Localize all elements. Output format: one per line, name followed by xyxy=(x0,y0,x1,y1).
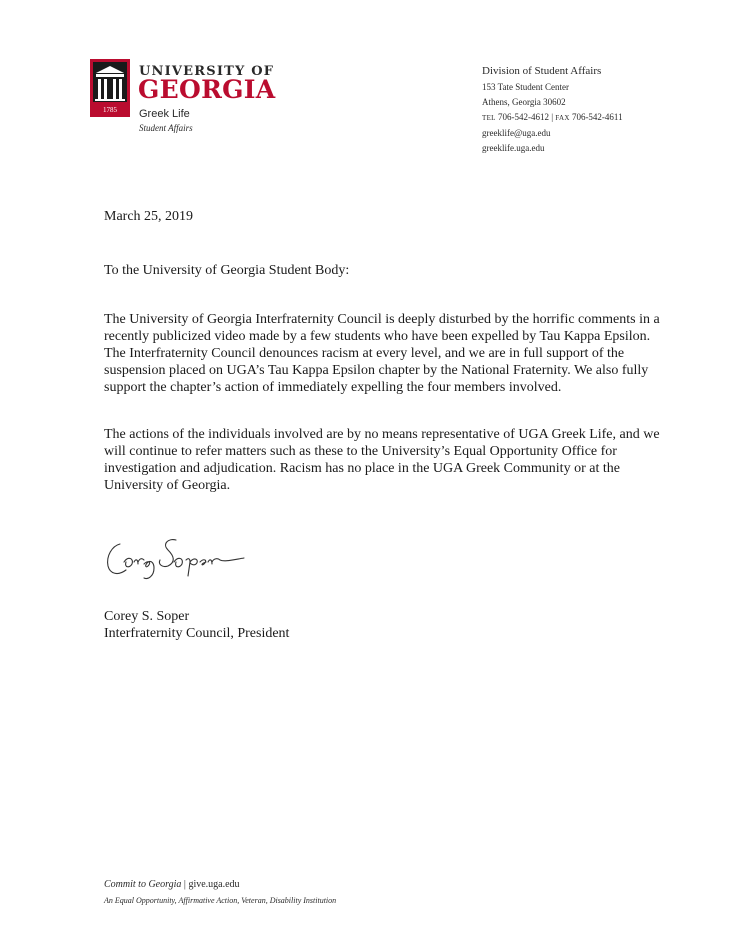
logo-student-affairs: Student Affairs xyxy=(139,123,193,133)
signature-name: Corey S. Soper xyxy=(104,609,190,624)
footer-eo-statement: An Equal Opportunity, Affirmative Action, Veteran, Disability Institution xyxy=(104,896,337,905)
contact-website: greeklife.uga.edu xyxy=(482,143,545,153)
logo-year: 1785 xyxy=(103,106,117,114)
signature-title: Interfraternity Council, President xyxy=(104,626,290,641)
contact-division: Division of Student Affairs xyxy=(482,65,602,77)
letter-paragraph-2: The actions of the individuals involved are by no means representative of UGA Greek Life, and we will continue to refer matters such as these to the University’s Equal Opportunity Office for investigation and adjudication. Racism has no place in the UGA Greek Community or at the University of Georgia. xyxy=(104,427,660,493)
contact-block xyxy=(482,64,623,156)
letter-paragraph-1: The University of Georgia Interfraternity Council is deeply disturbed by the horrific comments in a recently publicized video made by a few students who have been expelled by Tau Kappa Epsilon. The Interfraternity Council denounces racism at every level, and we are in full support of the suspension placed on UGA’s Tau Kappa Epsilon chapter by the National Fraternity. We also fully support the chapter’s action of immediately expelling the four members involved. xyxy=(104,312,660,395)
logo-georgia: GEORGIA xyxy=(138,75,276,104)
contact-tel-label: TEL xyxy=(482,114,496,122)
footer-give-link[interactable]: give.uga.edu xyxy=(188,879,240,890)
contact-address1: 153 Tate Student Center xyxy=(482,82,569,92)
contact-address2: Athens, Georgia 30602 xyxy=(482,97,566,107)
letter-salutation: To the University of Georgia Student Body: xyxy=(104,263,350,278)
logo-university-of: UNIVERSITY OF xyxy=(139,64,275,79)
handwritten-signature xyxy=(102,522,252,586)
contact-phone-line xyxy=(482,110,623,126)
contact-separator: | xyxy=(551,112,554,122)
arch-icon xyxy=(90,59,130,117)
contact-fax: 706-542-4611 xyxy=(571,112,623,122)
contact-email: greeklife@uga.edu xyxy=(482,128,551,138)
footer-separator: | xyxy=(183,879,186,890)
footer-commit-text: Commit to Georgia xyxy=(104,879,182,890)
logo-greek-life: Greek Life xyxy=(139,108,190,120)
letter-date: March 25, 2019 xyxy=(104,209,194,224)
contact-tel: 706-542-4612 xyxy=(497,112,549,122)
footer-commit xyxy=(104,879,240,890)
contact-fax-label: FAX xyxy=(555,114,570,122)
